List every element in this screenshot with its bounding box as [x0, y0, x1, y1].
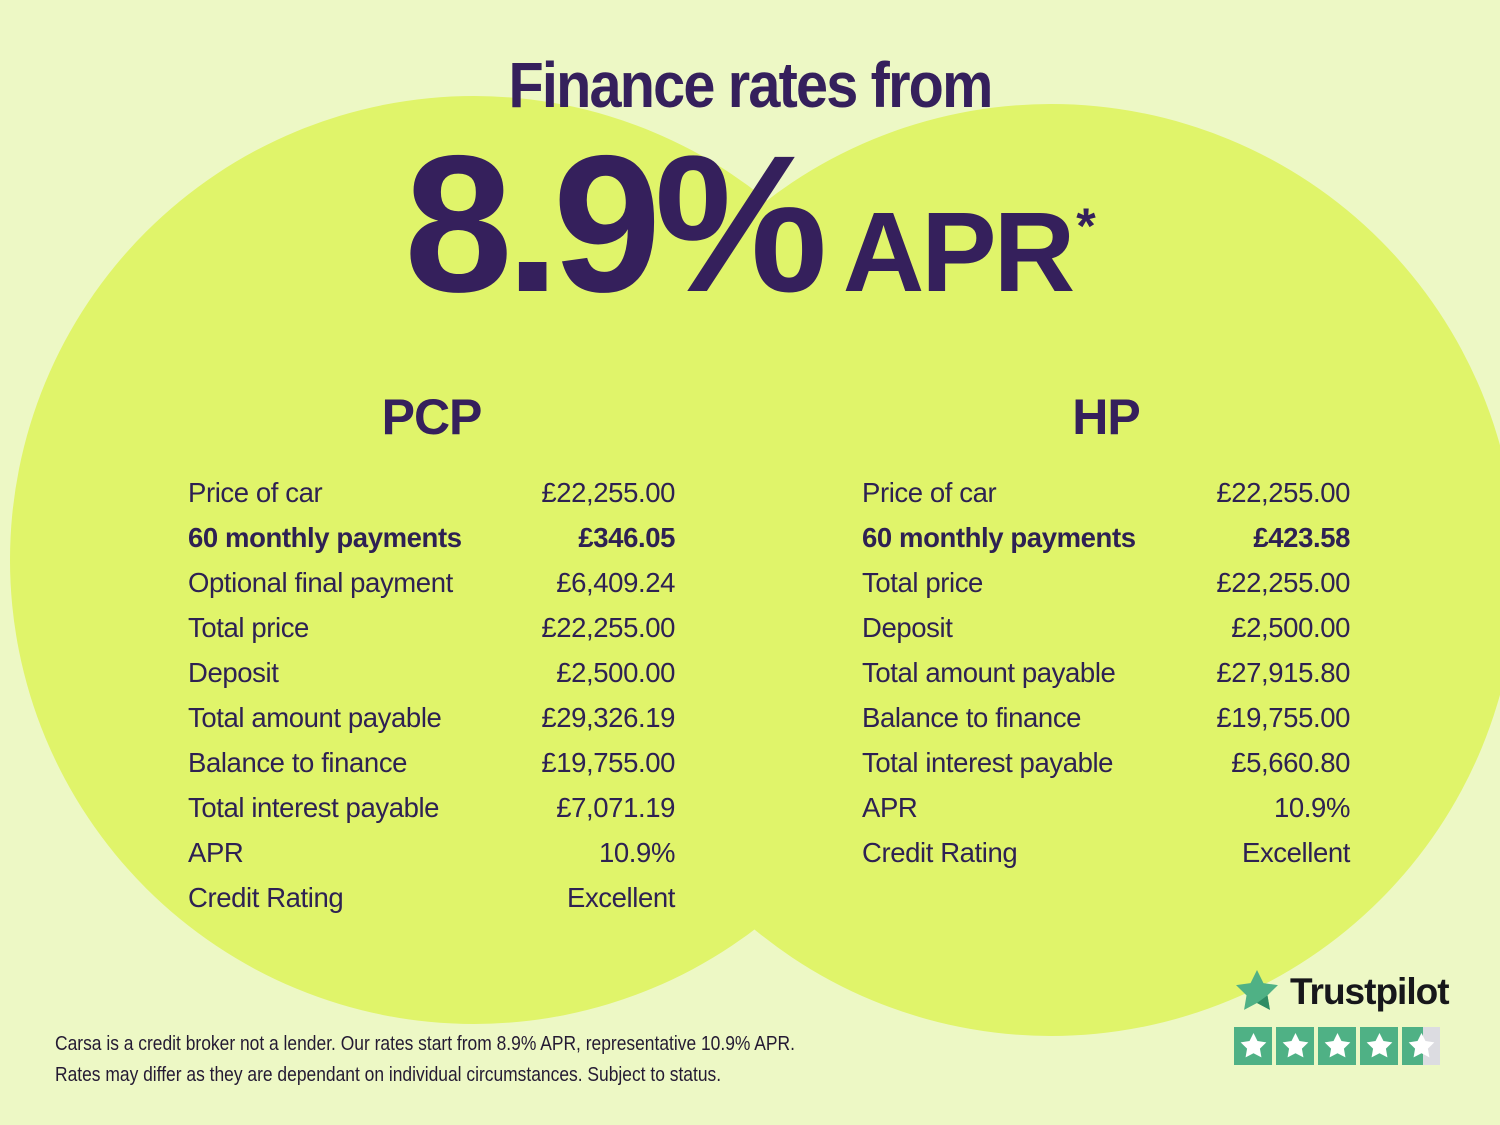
footnote-asterisk: * [1076, 198, 1096, 254]
table-row [188, 785, 675, 830]
row-value: £6,409.24 [556, 566, 675, 598]
row-value: £22,255.00 [541, 611, 675, 643]
table-row [188, 740, 675, 785]
row-label: APR [862, 791, 918, 823]
row-value: £22,255.00 [541, 476, 675, 508]
table-row [862, 470, 1350, 515]
row-value: £19,755.00 [1216, 701, 1350, 733]
row-value: £5,660.80 [1231, 746, 1350, 778]
row-label: Optional final payment [188, 566, 453, 598]
row-label: Deposit [862, 611, 953, 643]
trustpilot-star-icon [1234, 970, 1280, 1014]
disclaimer-line-2: Rates may differ as they are dependant on individual circumstances. Subject to status. [55, 1063, 722, 1086]
rate-value: 8.9% [404, 115, 821, 333]
rating-star-box [1360, 1027, 1398, 1065]
row-value: £2,500.00 [1231, 611, 1350, 643]
rate-suffix: APR [842, 189, 1073, 315]
table-row [188, 515, 675, 560]
row-label: Total interest payable [862, 746, 1114, 778]
row-value: Excellent [1242, 836, 1350, 868]
row-value: £346.05 [578, 521, 675, 553]
row-label: Total interest payable [188, 791, 440, 823]
row-label: Total amount payable [862, 656, 1116, 688]
star-icon [1324, 1033, 1351, 1060]
table-row [862, 830, 1350, 875]
table-row [188, 830, 675, 875]
hp-finance-table [862, 389, 1350, 875]
row-value: £22,255.00 [1216, 476, 1350, 508]
star-icon [1408, 1033, 1435, 1060]
row-label: Price of car [862, 476, 997, 508]
table-row [862, 785, 1350, 830]
row-label: Balance to finance [188, 746, 408, 778]
disclaimer-line-1: Carsa is a credit broker not a lender. Our rates start from 8.9% APR, representative 10.9% APR. [55, 1032, 795, 1055]
table-row [862, 560, 1350, 605]
row-label: Credit Rating [862, 836, 1018, 868]
star-icon [1282, 1033, 1309, 1060]
table-row [188, 560, 675, 605]
rating-star-box [1318, 1027, 1356, 1065]
row-label: Total price [188, 611, 309, 643]
pcp-table-rows [188, 470, 675, 920]
disclaimer [55, 1028, 795, 1090]
table-row [188, 875, 675, 920]
row-value: £19,755.00 [541, 746, 675, 778]
row-value: £7,071.19 [556, 791, 675, 823]
row-value: £22,255.00 [1216, 566, 1350, 598]
star-icon [1366, 1033, 1393, 1060]
rating-star-box [1276, 1027, 1314, 1065]
row-label: Total amount payable [188, 701, 442, 733]
row-value: 10.9% [599, 836, 675, 868]
row-label: APR [188, 836, 244, 868]
row-label: 60 monthly payments [862, 521, 1136, 553]
row-value: £27,915.80 [1216, 656, 1350, 688]
star-icon [1240, 1033, 1267, 1060]
row-value: £423.58 [1253, 521, 1350, 553]
trustpilot-wordmark: Trustpilot [1290, 971, 1449, 1012]
trustpilot-logo [1234, 970, 1449, 1014]
pcp-finance-table [188, 389, 675, 920]
pcp-table-title: PCP [381, 389, 482, 445]
row-label: Total price [862, 566, 983, 598]
row-value: Excellent [567, 881, 675, 913]
table-row [188, 470, 675, 515]
row-label: Price of car [188, 476, 323, 508]
table-row [188, 605, 675, 650]
trustpilot-widget [1234, 970, 1449, 1065]
trustpilot-rating-stars [1234, 1027, 1449, 1065]
row-value: £29,326.19 [541, 701, 675, 733]
row-label: Balance to finance [862, 701, 1082, 733]
table-row [862, 650, 1350, 695]
table-row [188, 650, 675, 695]
row-label: Deposit [188, 656, 279, 688]
row-value: £2,500.00 [556, 656, 675, 688]
row-value: 10.9% [1274, 791, 1350, 823]
headline-rate [0, 115, 1500, 333]
row-label: 60 monthly payments [188, 521, 462, 553]
hp-table-title: HP [1072, 389, 1140, 445]
table-row [862, 605, 1350, 650]
hp-table-rows [862, 470, 1350, 875]
table-row [188, 695, 675, 740]
rating-star-box [1402, 1027, 1440, 1065]
row-label: Credit Rating [188, 881, 344, 913]
table-row [862, 695, 1350, 740]
table-row [862, 515, 1350, 560]
banner-eyebrow: Finance rates from [508, 49, 992, 121]
table-row [862, 740, 1350, 785]
rating-star-box [1234, 1027, 1272, 1065]
